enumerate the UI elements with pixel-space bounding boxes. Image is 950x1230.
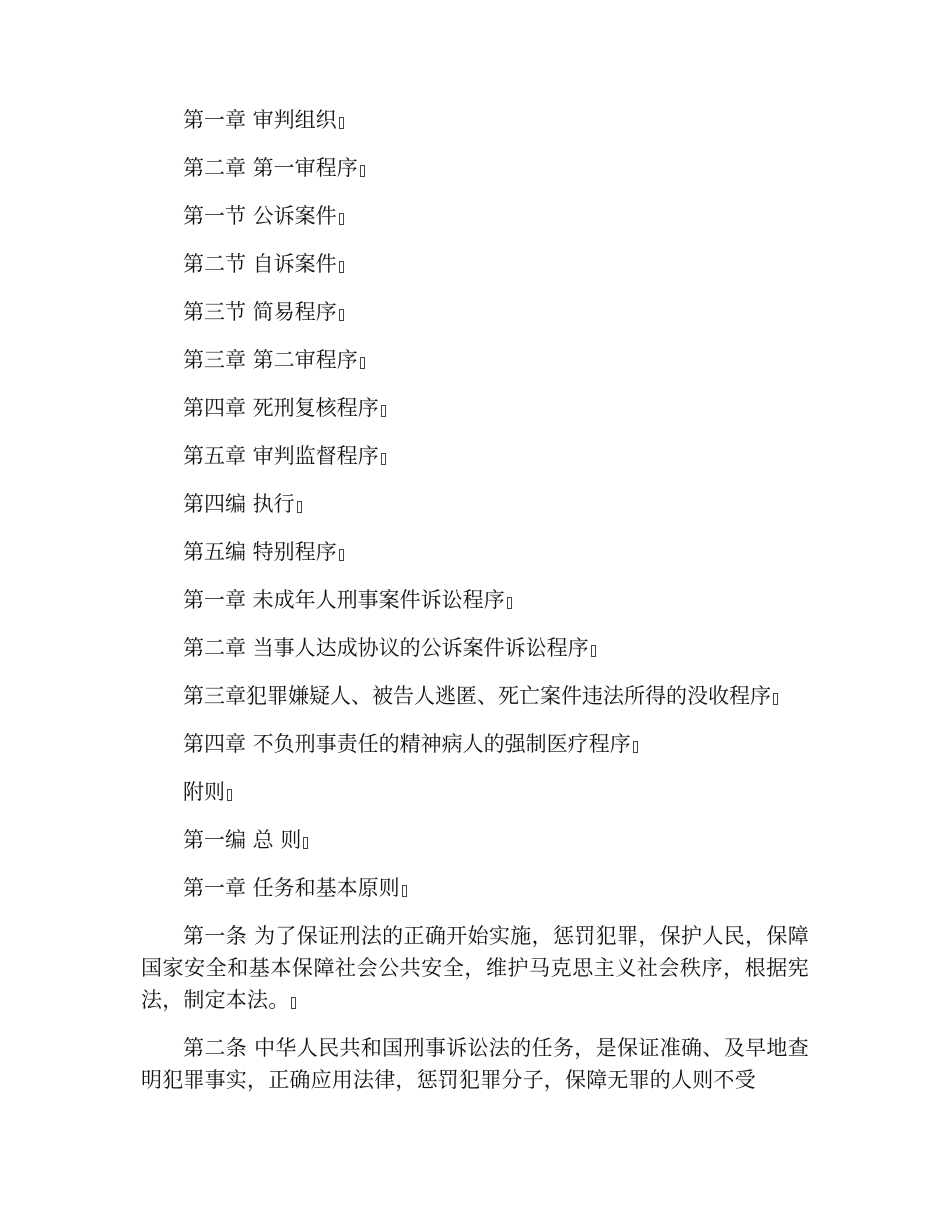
paragraph-mark-icon — [339, 213, 344, 225]
toc-line — [141, 680, 809, 712]
toc-text: 第二章 当事人达成协议的公诉案件诉讼程序 — [183, 636, 589, 660]
paragraph-mark-icon — [360, 165, 365, 177]
toc-text: 第三章犯罪嫌疑人、被告人逃匿、死亡案件违法所得的没收程序 — [183, 684, 771, 708]
toc-line — [141, 536, 809, 568]
paragraph-mark-icon — [360, 357, 365, 369]
paragraph-mark-icon — [227, 789, 232, 801]
toc-text: 第一章 未成年人刑事案件诉讼程序 — [183, 588, 505, 612]
toc-text: 第一章 任务和基本原则 — [183, 876, 400, 900]
toc-text: 第四编 执行 — [183, 492, 295, 516]
toc-line — [141, 776, 809, 808]
toc-text: 第一章 审判组织 — [183, 108, 337, 132]
paragraph-mark-icon — [591, 645, 596, 657]
toc-line — [141, 872, 809, 904]
paragraph-mark-icon — [381, 453, 386, 465]
toc-line — [141, 632, 809, 664]
toc-line — [141, 728, 809, 760]
toc-text: 第二章 第一审程序 — [183, 156, 358, 180]
paragraph-mark-icon — [303, 837, 308, 849]
toc-text: 第三章 第二审程序 — [183, 348, 358, 372]
document-page — [141, 104, 809, 1112]
toc-text: 第五编 特别程序 — [183, 540, 337, 564]
toc-line — [141, 488, 809, 520]
toc-line — [141, 440, 809, 472]
paragraph-mark-icon — [402, 885, 407, 897]
toc-line — [141, 344, 809, 376]
toc-text: 第四章 不负刑事责任的精神病人的强制医疗程序 — [183, 732, 631, 756]
toc-line — [141, 200, 809, 232]
paragraph-mark-icon — [339, 549, 344, 561]
paragraph-mark-icon — [339, 261, 344, 273]
toc-text: 第四章 死刑复核程序 — [183, 396, 379, 420]
article-text: 第一条 为了保证刑法的正确开始实施，惩罚犯罪，保护人民，保障国家安全和基本保障社会公共安全，维护马克思主义社会秩序，根据宪法，制定本法。 — [141, 924, 809, 1012]
article-paragraph — [141, 1032, 809, 1096]
toc-text: 第五章 审判监督程序 — [183, 444, 379, 468]
toc-line — [141, 248, 809, 280]
toc-line — [141, 152, 809, 184]
toc-text: 第一编 总 则 — [183, 828, 302, 852]
paragraph-mark-icon — [507, 597, 512, 609]
paragraph-mark-icon — [339, 309, 344, 321]
paragraph-mark-icon — [339, 117, 344, 129]
toc-text: 第一节 公诉案件 — [183, 204, 337, 228]
toc-text: 第三节 简易程序 — [183, 300, 337, 324]
article-paragraph — [141, 920, 809, 1016]
paragraph-mark-icon — [381, 405, 386, 417]
toc-line — [141, 824, 809, 856]
toc-text: 附则 — [183, 780, 225, 804]
toc-line — [141, 104, 809, 136]
toc-line — [141, 584, 809, 616]
toc-line — [141, 296, 809, 328]
paragraph-mark-icon — [633, 741, 638, 753]
paragraph-mark-icon — [773, 693, 778, 705]
article-text: 第二条 中华人民共和国刑事诉讼法的任务，是保证准确、及早地查明犯罪事实，正确应用法律，惩罚犯罪分子，保障无罪的人则不受 — [141, 1036, 809, 1092]
toc-line — [141, 392, 809, 424]
paragraph-mark-icon — [291, 997, 296, 1009]
toc-text: 第二节 自诉案件 — [183, 252, 337, 276]
paragraph-mark-icon — [297, 501, 302, 513]
